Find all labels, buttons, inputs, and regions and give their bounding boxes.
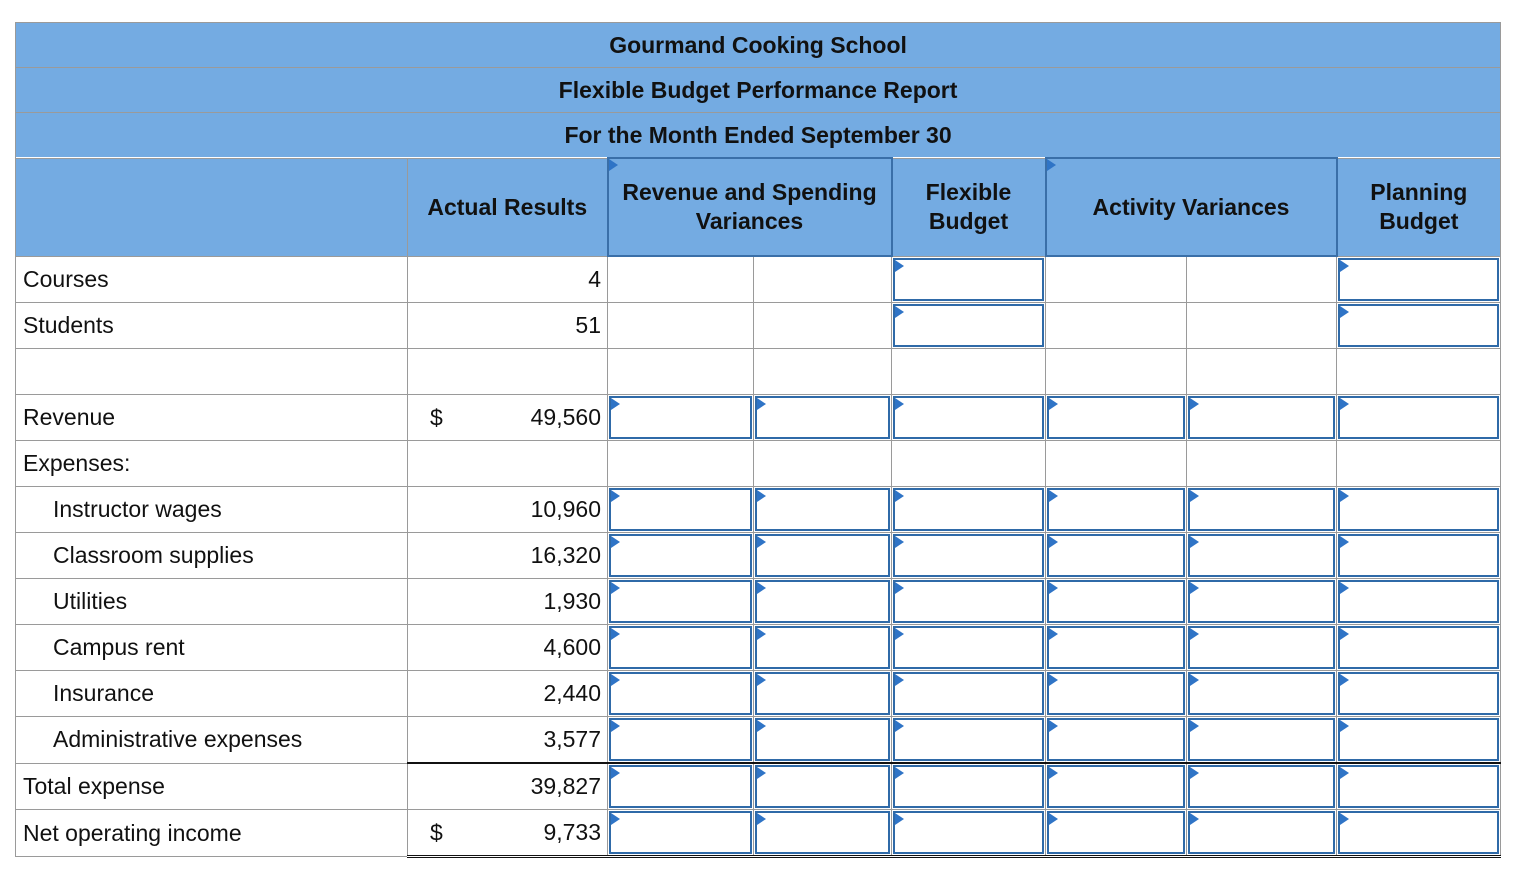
flexible-budget-input[interactable] — [892, 579, 1046, 625]
table-row — [16, 256, 1501, 303]
variance-type-select[interactable] — [754, 671, 892, 717]
variance-type-select[interactable] — [1187, 763, 1337, 810]
table-row — [16, 579, 1501, 625]
variance-type-select[interactable] — [754, 579, 892, 625]
planning-budget-input[interactable] — [1337, 395, 1501, 441]
revenue-spending-variance-input[interactable] — [608, 671, 754, 717]
revenue-spending-variance-input[interactable] — [608, 533, 754, 579]
header-activity-variances[interactable]: Activity Variances — [1046, 158, 1337, 256]
empty-cell — [1046, 349, 1187, 395]
row-label: Campus rent — [16, 625, 408, 671]
row-label: Revenue — [16, 395, 408, 441]
flexible-budget-input[interactable] — [892, 625, 1046, 671]
actual-value: 3,577 — [408, 717, 608, 764]
empty-cell — [1187, 441, 1337, 487]
revenue-spending-variance-input[interactable] — [608, 395, 754, 441]
empty-cell — [1337, 441, 1501, 487]
table-row — [16, 625, 1501, 671]
actual-value: 51 — [408, 303, 608, 349]
table-row — [16, 303, 1501, 349]
empty-cell — [1187, 256, 1337, 303]
variance-type-select[interactable] — [754, 533, 892, 579]
empty-cell — [16, 349, 408, 395]
variance-type-select[interactable] — [1187, 717, 1337, 764]
row-label: Instructor wages — [16, 487, 408, 533]
header-revenue-spending-variances[interactable]: Revenue and Spending Variances — [608, 158, 892, 256]
planning-budget-input[interactable] — [1337, 579, 1501, 625]
table-row — [16, 533, 1501, 579]
variance-type-select[interactable] — [754, 763, 892, 810]
row-label: Administrative expenses — [16, 717, 408, 764]
variance-type-select[interactable] — [754, 487, 892, 533]
activity-variance-input[interactable] — [1046, 810, 1187, 857]
planning-budget-input[interactable] — [1337, 810, 1501, 857]
activity-variance-input[interactable] — [1046, 717, 1187, 764]
actual-value: $ 9,733 — [408, 810, 608, 857]
revenue-spending-variance-input[interactable] — [608, 717, 754, 764]
activity-variance-input[interactable] — [1046, 625, 1187, 671]
row-label: Utilities — [16, 579, 408, 625]
empty-cell — [408, 349, 608, 395]
revenue-spending-variance-input[interactable] — [608, 487, 754, 533]
table-row — [16, 810, 1501, 857]
empty-cell — [754, 303, 892, 349]
planning-budget-input[interactable] — [1337, 487, 1501, 533]
row-label: Courses — [16, 256, 408, 303]
empty-cell — [608, 349, 754, 395]
empty-cell — [1046, 441, 1187, 487]
revenue-spending-variance-input[interactable] — [608, 579, 754, 625]
report-title: Flexible Budget Performance Report — [16, 68, 1501, 113]
variance-type-select[interactable] — [1187, 625, 1337, 671]
empty-cell — [608, 303, 754, 349]
table-row — [16, 395, 1501, 441]
flexible-budget-input[interactable] — [892, 763, 1046, 810]
variance-type-select[interactable] — [1187, 579, 1337, 625]
actual-value: 4,600 — [408, 625, 608, 671]
revenue-spending-variance-input[interactable] — [608, 763, 754, 810]
header-planning-budget: Planning Budget — [1337, 158, 1501, 256]
actual-value: $ 49,560 — [408, 395, 608, 441]
actual-value: 39,827 — [408, 763, 608, 810]
row-label: Students — [16, 303, 408, 349]
flexible-budget-report-table — [15, 22, 1501, 858]
revenue-spending-variance-input[interactable] — [608, 625, 754, 671]
empty-cell — [1046, 256, 1187, 303]
planning-budget-input[interactable] — [1337, 763, 1501, 810]
header-actual-results: Actual Results — [408, 158, 608, 256]
activity-variance-input[interactable] — [1046, 763, 1187, 810]
activity-variance-input[interactable] — [1046, 579, 1187, 625]
dropdown-marker-icon — [1047, 159, 1056, 171]
actual-value: 2,440 — [408, 671, 608, 717]
planning-budget-input[interactable] — [1337, 256, 1501, 303]
planning-budget-input[interactable] — [1337, 671, 1501, 717]
variance-type-select[interactable] — [1187, 395, 1337, 441]
activity-variance-input[interactable] — [1046, 487, 1187, 533]
empty-cell — [1187, 303, 1337, 349]
report-period: For the Month Ended September 30 — [16, 113, 1501, 159]
flexible-budget-input[interactable] — [892, 810, 1046, 857]
planning-budget-input[interactable] — [1337, 303, 1501, 349]
empty-cell — [1337, 349, 1501, 395]
empty-cell — [608, 256, 754, 303]
variance-type-select[interactable] — [754, 395, 892, 441]
flexible-budget-input[interactable] — [892, 303, 1046, 349]
empty-cell — [1187, 349, 1337, 395]
revenue-spending-variance-input[interactable] — [608, 810, 754, 857]
row-label: Expenses: — [16, 441, 408, 487]
table-row — [16, 763, 1501, 810]
variance-type-select[interactable] — [1187, 487, 1337, 533]
row-label: Total expense — [16, 763, 408, 810]
flexible-budget-input[interactable] — [892, 533, 1046, 579]
table-row — [16, 349, 1501, 395]
empty-cell — [892, 349, 1046, 395]
variance-type-select[interactable] — [754, 810, 892, 857]
actual-value: 16,320 — [408, 533, 608, 579]
actual-value: 10,960 — [408, 487, 608, 533]
flexible-budget-input[interactable] — [892, 717, 1046, 764]
variance-type-select[interactable] — [754, 625, 892, 671]
actual-value: 4 — [408, 256, 608, 303]
empty-cell — [754, 349, 892, 395]
row-label: Insurance — [16, 671, 408, 717]
empty-cell — [754, 256, 892, 303]
variance-type-select[interactable] — [1187, 671, 1337, 717]
header-flexible-budget: Flexible Budget — [892, 158, 1046, 256]
row-label: Net operating income — [16, 810, 408, 857]
row-label: Classroom supplies — [16, 533, 408, 579]
company-name: Gourmand Cooking School — [16, 23, 1501, 68]
variance-type-select[interactable] — [754, 717, 892, 764]
empty-cell — [1046, 303, 1187, 349]
flexible-budget-input[interactable] — [892, 395, 1046, 441]
planning-budget-input[interactable] — [1337, 625, 1501, 671]
empty-cell — [608, 441, 754, 487]
empty-cell — [892, 441, 1046, 487]
actual-value: 1,930 — [408, 579, 608, 625]
dropdown-marker-icon — [609, 159, 618, 171]
planning-budget-input[interactable] — [1337, 533, 1501, 579]
empty-cell — [408, 441, 608, 487]
flexible-budget-input[interactable] — [892, 671, 1046, 717]
planning-budget-input[interactable] — [1337, 717, 1501, 764]
variance-type-select[interactable] — [1187, 810, 1337, 857]
table-row — [16, 441, 1501, 487]
activity-variance-input[interactable] — [1046, 395, 1187, 441]
empty-cell — [754, 441, 892, 487]
table-row — [16, 487, 1501, 533]
table-row — [16, 717, 1501, 764]
variance-type-select[interactable] — [1187, 533, 1337, 579]
flexible-budget-input[interactable] — [892, 256, 1046, 303]
header-blank — [16, 158, 408, 256]
table-row — [16, 671, 1501, 717]
activity-variance-input[interactable] — [1046, 533, 1187, 579]
flexible-budget-input[interactable] — [892, 487, 1046, 533]
activity-variance-input[interactable] — [1046, 671, 1187, 717]
